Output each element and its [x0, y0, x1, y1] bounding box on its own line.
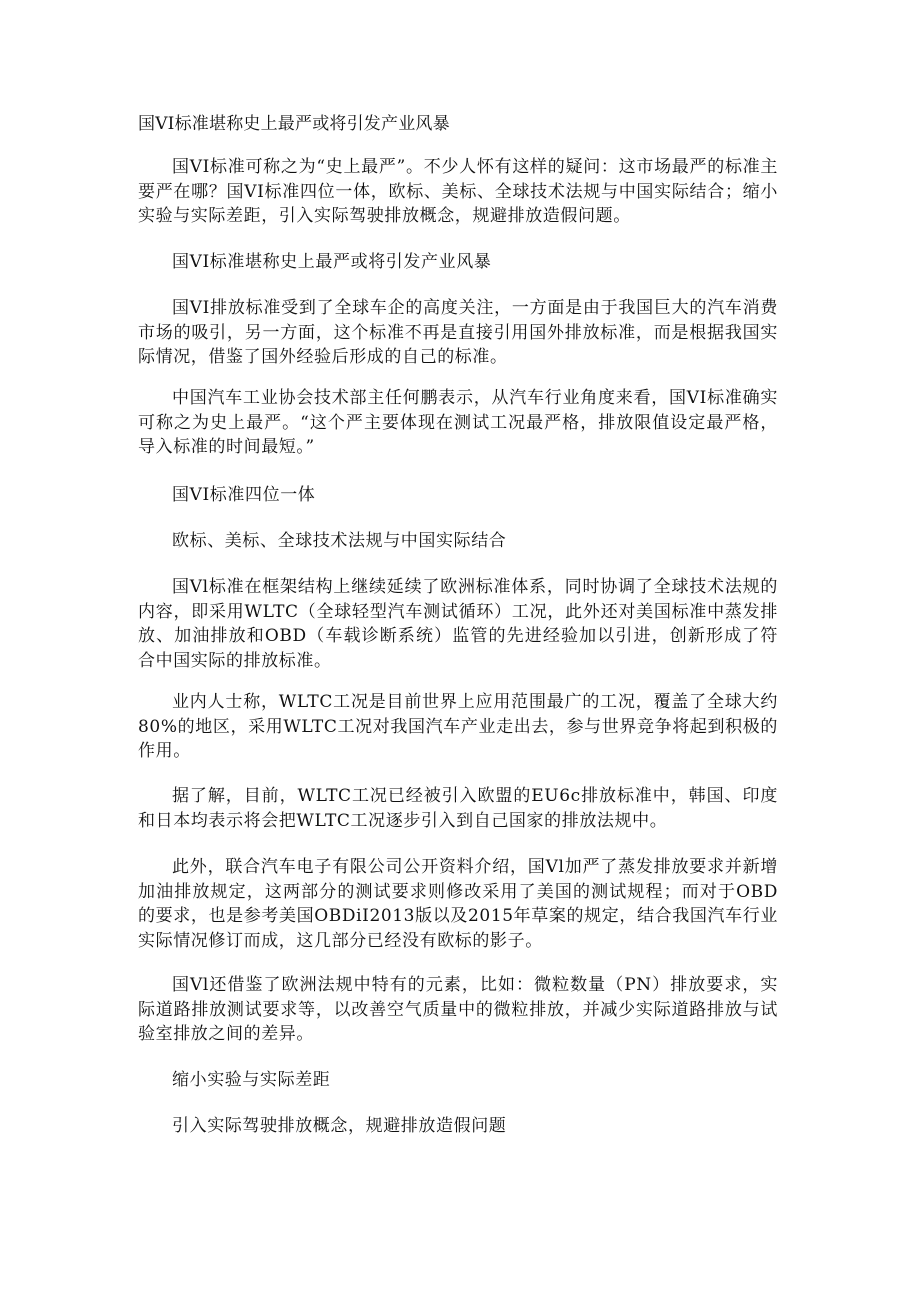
paragraph-1: 国VI标准可称之为“史上最严”。不少人怀有这样的疑问：这市场最严的标准主要严在哪？国VI标准四位一体，欧标、美标、全球技术法规与中国实际结合；缩小实验与实际差距，引入实际驾驶排放概念，规避排放造假问题。 [138, 157, 778, 226]
section-heading-4: 引入实际驾驶排放概念，规避排放造假问题 [172, 1116, 507, 1136]
paragraph-5: 业内人士称，WLTC工况是目前世界上应用范围最广的工况，覆盖了全球大约80%的地区，采用WLTC工况对我国汽车产业走出去，参与世界竞争将起到积极的作用。 [138, 692, 778, 761]
paragraph-8: 国Vl还借鉴了欧洲法规中特有的元素，比如：微粒数量（PN）排放要求，实际道路排放测试要求等，以改善空气质量中的微粒排放，并减少实际道路排放与试验室排放之间的差异。 [138, 975, 778, 1044]
paragraph-4: 国Vl标准在框架结构上继续延续了欧洲标准体系，同时协调了全球技术法规的内容，即采用WLTC（全球轻型汽车测试循环）工况，此外还对美国标准中蒸发排放、加油排放和OBD（车载诊断系统）监管的先进经验加以引进，创新形成了符合中国实际的排放标准。 [138, 577, 778, 671]
paragraph-7: 此外，联合汽车电子有限公司公开资料介绍，国Vl加严了蒸发排放要求并新增加油排放规定，这两部分的测试要求则修改采用了美国的测试规程；而对于OBD的要求，也是参考美国OBDiI2013版以及2015年草案的规定，结合我国汽车行业实际情况修订而成，这几部分已经没有欧标的影子。 [138, 857, 778, 951]
paragraph-2: 国VI排放标准受到了全球车企的高度关注，一方面是由于我国巨大的汽车消费市场的吸引，另一方面，这个标准不再是直接引用国外排放标准，而是根据我国实际情况，借鉴了国外经验后形成的自己的标准。 [138, 298, 778, 367]
paragraph-3: 中国汽车工业协会技术部主任何鹏表示，从汽车行业角度来看，国VI标准确实可称之为史上最严。“这个严主要体现在测试工况最严格，排放限值设定最严格，导入标准的时间最短。” [138, 388, 778, 457]
section-heading-1: 国VI标准堪称史上最严或将引发产业风暴 [172, 252, 492, 272]
section-heading-3: 缩小实验与实际差距 [172, 1070, 331, 1090]
section-heading-2: 国VI标准四位一体 [172, 485, 316, 505]
section-subheading-1: 欧标、美标、全球技术法规与中国实际结合 [172, 531, 507, 551]
document-title: 国VI标准堪称史上最严或将引发产业风暴 [138, 114, 450, 134]
paragraph-6: 据了解，目前，WLTC工况已经被引入欧盟的EU6c排放标准中，韩国、印度和日本均表示将会把WLTC工况逐步引入到自己国家的排放法规中。 [138, 786, 778, 831]
